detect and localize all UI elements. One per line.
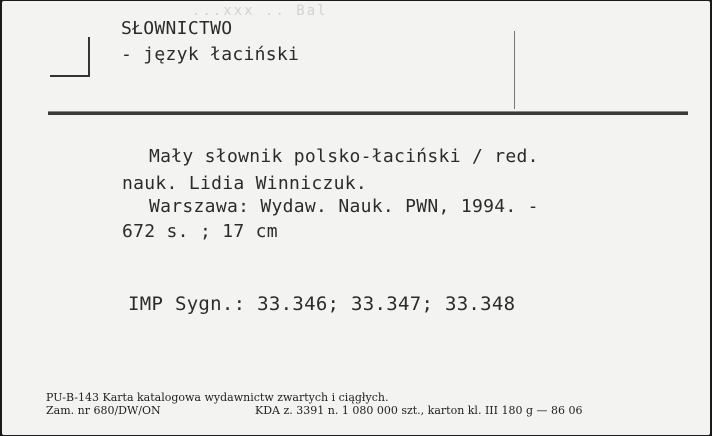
- corner-mark: [50, 37, 90, 77]
- entry-title-line: Mały słownik polsko-łaciński / red.: [149, 146, 539, 167]
- faded-stamp-text: ...xxx .. Bal: [192, 3, 328, 19]
- catalog-card: [2, 1, 710, 435]
- entry-publisher-line: Warszawa: Wydaw. Nauk. PWN, 1994. -: [149, 196, 539, 217]
- horizontal-rule: [48, 111, 688, 115]
- entry-editor-line: nauk. Lidia Winniczuk.: [122, 173, 368, 194]
- call-number-line: IMP Sygn.: 33.346; 33.347; 33.348: [128, 293, 516, 315]
- printed-footer-print-info: KDA z. 3391 n. 1 080 000 szt., karton kl. III 180 g — 86 06: [255, 404, 583, 417]
- entry-physical-line: 672 s. ; 17 cm: [122, 221, 278, 242]
- printed-footer-order: Zam. nr 680/DW/ON: [46, 404, 161, 417]
- subject-subheading: - język łaciński: [121, 44, 300, 65]
- printed-footer-line-1: PU-B-143 Karta katalogowa wydawnictw zwartych i ciągłych.: [46, 391, 389, 404]
- subject-heading: SŁOWNICTWO: [121, 18, 233, 39]
- vertical-divider: [514, 31, 515, 109]
